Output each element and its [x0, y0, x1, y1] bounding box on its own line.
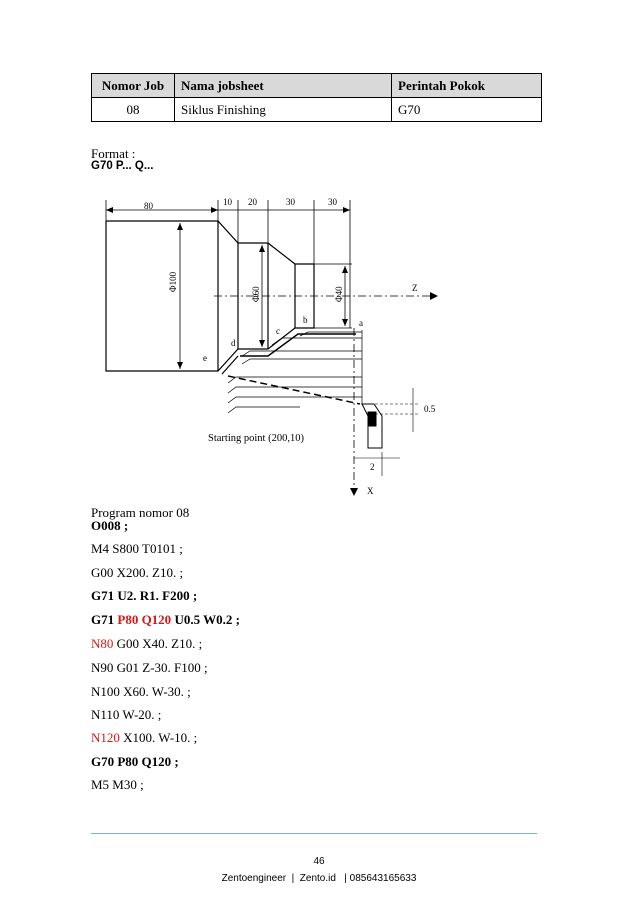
code-segment: G71: [91, 612, 118, 627]
code-segment: M4 S800 T0101 ;: [91, 541, 183, 556]
code-line: [91, 777, 144, 793]
dim-label: 80: [144, 201, 153, 211]
code-segment: M5 M30 ;: [91, 777, 144, 792]
diameter-label: Φ100: [168, 271, 178, 292]
code-segment: G00 X200. Z10. ;: [91, 565, 184, 580]
code-line: [91, 684, 191, 700]
point-label: d: [231, 338, 236, 348]
code-line: [91, 588, 197, 604]
cut-pass: [228, 407, 300, 413]
z-arrow-icon: [430, 292, 438, 300]
dim-label: 20: [248, 197, 257, 207]
code-segment: X100. W-10. ;: [119, 730, 198, 745]
table-cell: Siklus Finishing: [175, 98, 392, 122]
table-header-cell: Nama jobsheet: [175, 74, 392, 98]
code-segment: U0.5 W0.2 ;: [171, 612, 240, 627]
format-label: Format :: [91, 146, 136, 161]
footer-divider: [91, 833, 537, 834]
program-name: O008 ;: [91, 518, 129, 533]
dim-label: 30: [286, 197, 295, 207]
code-line: [91, 541, 183, 557]
page-number: 46: [313, 856, 325, 867]
allowance-label: 0.5: [424, 404, 436, 414]
finish-path: [240, 334, 356, 356]
code-segment: N110 W-20. ;: [91, 707, 162, 722]
arrow-icon: [259, 245, 265, 252]
point-label: b: [303, 315, 308, 325]
cut-pass: [242, 351, 362, 356]
arrow-icon: [342, 266, 348, 273]
format-code: G70 P... Q...: [91, 160, 154, 172]
offset-label: 2: [370, 462, 375, 472]
code-line: [91, 754, 179, 770]
x-arrow-icon: [350, 488, 358, 496]
code-line: [91, 636, 202, 652]
table-cell: G70: [392, 98, 542, 122]
code-line: [91, 612, 240, 628]
program-label: Program nomor 08: [91, 505, 190, 520]
x-axis-label: X: [367, 486, 374, 496]
code-line: [91, 707, 161, 723]
table-cell: 08: [92, 98, 175, 122]
arrow-icon: [177, 362, 183, 369]
diameter-label: Φ60: [251, 286, 261, 302]
z-axis-label: Z: [412, 283, 418, 293]
point-label: a: [359, 318, 363, 328]
code-line: [91, 730, 197, 746]
arrow-icon: [177, 223, 183, 230]
arrow-icon: [259, 340, 265, 347]
table-header-cell: Perintah Pokok: [392, 74, 542, 98]
code-line: [91, 565, 183, 581]
arrow-icon: [343, 207, 350, 213]
cut-pass: [242, 359, 362, 364]
code-segment: G00 X40. Z10. ;: [113, 636, 203, 651]
cut-pass: [228, 377, 362, 383]
arrow-icon: [106, 207, 113, 213]
point-label: e: [203, 353, 207, 363]
code-segment: N100 X60. W-30. ;: [91, 684, 191, 699]
finish-path: [222, 356, 238, 374]
arrow-icon: [342, 319, 348, 326]
approach-line: [228, 376, 360, 404]
code-line: [91, 660, 208, 676]
point-label: c: [276, 326, 280, 336]
code-segment: N90 G01 Z-30. F100 ;: [91, 660, 208, 675]
dim-label: 10: [223, 197, 232, 207]
table-header-cell: Nomor Job: [92, 74, 175, 98]
code-segment: G71 U2. R1. F200 ;: [91, 588, 198, 603]
footer-text: Zentoengineer | Zento.id | 085643165633: [221, 873, 417, 884]
dim-label: 30: [328, 197, 337, 207]
starting-point-label: Starting point (200,10): [208, 433, 304, 444]
code-segment: P80 Q120: [117, 612, 172, 627]
code-segment: N80: [91, 636, 114, 651]
diameter-label: Φ40: [334, 286, 344, 302]
arrow-icon: [211, 207, 218, 213]
code-segment: G70 P80 Q120 ;: [91, 754, 179, 769]
code-segment: N120: [91, 730, 120, 745]
